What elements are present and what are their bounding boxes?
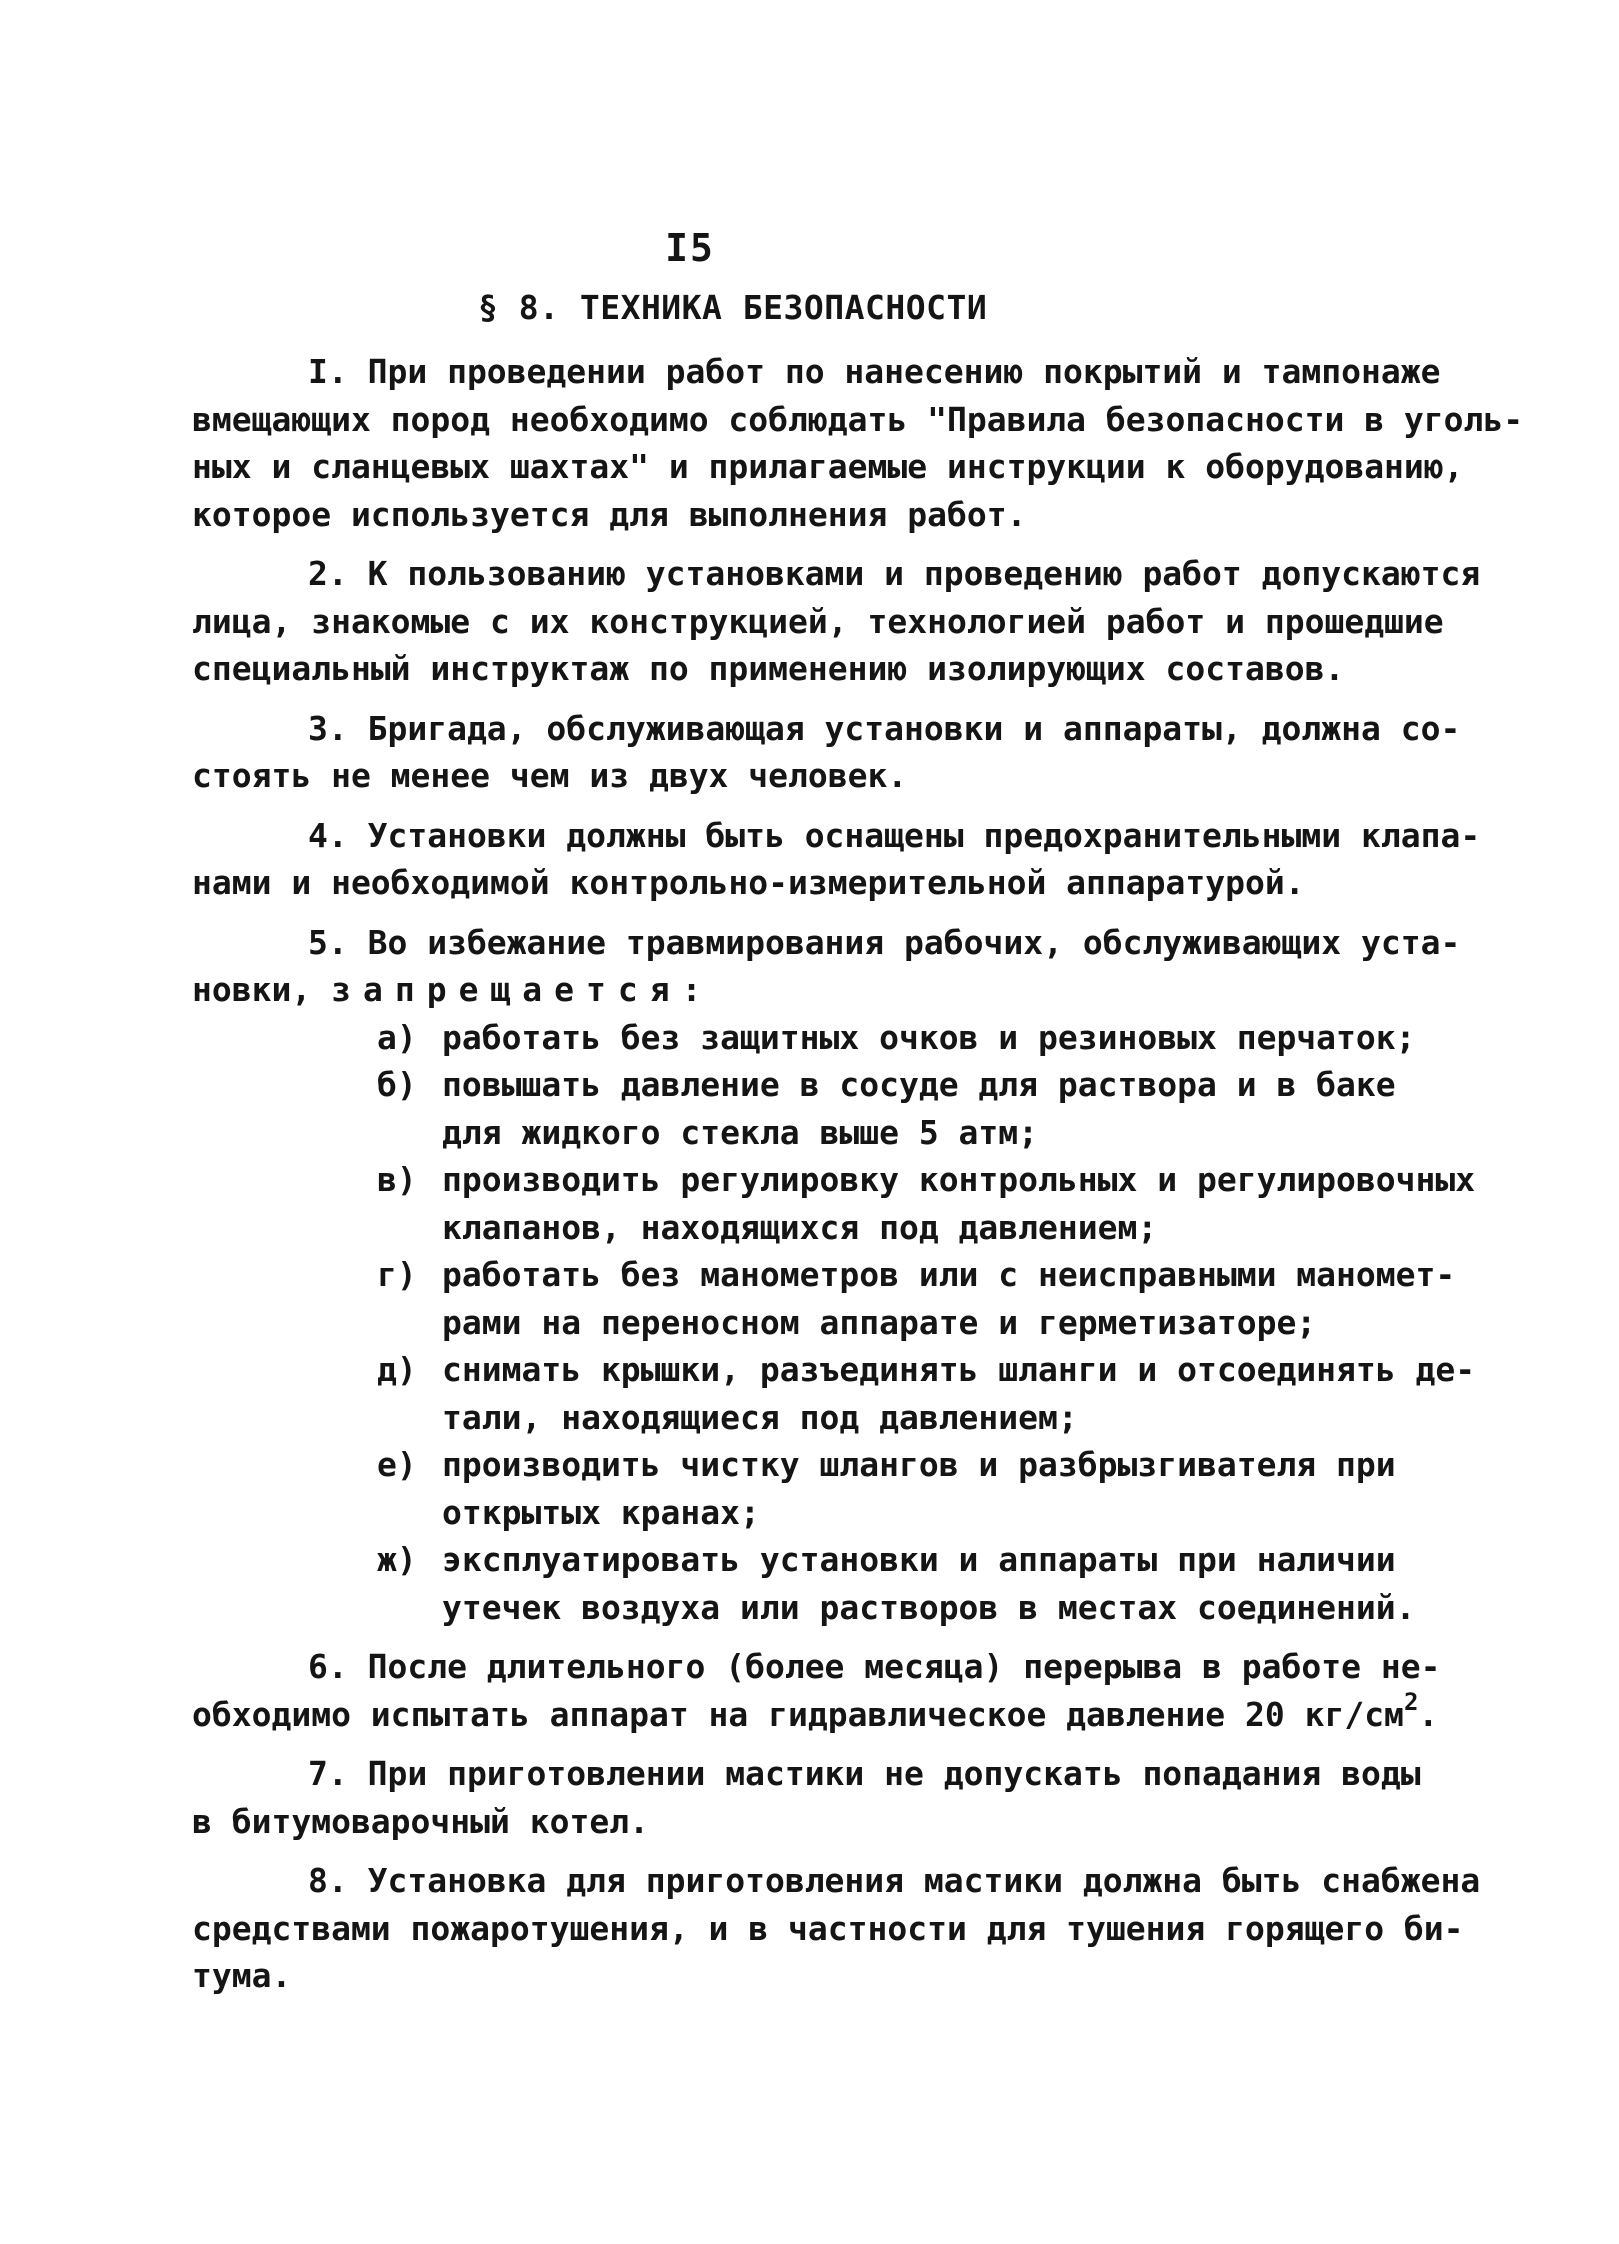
- text-line: повышать давление в сосуде для раствора и в баке: [442, 1065, 1396, 1104]
- text-line: нами и необходимой контрольно-измерительной аппаратурой.: [192, 863, 1305, 902]
- text-line: [192, 1687, 1452, 1739]
- list-text: [442, 1536, 1452, 1631]
- text-line: для жидкого стекла выше 5 атм;: [442, 1112, 1039, 1152]
- text-line: тали, находящиеся под давлением;: [442, 1397, 1078, 1437]
- text-line: тума.: [192, 1956, 292, 1995]
- text-line: производить чистку шлангов и разбрызгивателя при: [442, 1445, 1396, 1484]
- list-marker: е): [377, 1445, 417, 1484]
- text-line: работать без защитных очков и резиновых перчаток;: [442, 1017, 1416, 1057]
- text-line: 7. При приготовлении мастики не допускать попадания воды: [308, 1754, 1421, 1793]
- text-line: 4. Установки должны быть оснащены предохранительными клапа-: [308, 815, 1481, 855]
- text-fragment: .: [1418, 1694, 1439, 1734]
- list-item: [377, 1014, 1452, 1062]
- text-line: специальный инструктаж по применению изолирующих составов.: [192, 649, 1345, 688]
- list-marker: а): [377, 1017, 417, 1057]
- list-marker: б): [377, 1065, 417, 1104]
- text-line: эксплуатировать установки и аппараты при наличии: [442, 1540, 1396, 1579]
- list-marker: ж): [377, 1540, 417, 1579]
- list-text: [442, 1156, 1475, 1251]
- list-text: [442, 1014, 1452, 1062]
- list-item: [377, 1251, 1456, 1346]
- list-item: [377, 1346, 1476, 1441]
- text-line: 8. Установка для приготовления мастики должна быть снабжена: [308, 1861, 1481, 1900]
- text-line: стоять не менее чем из двух человек.: [192, 756, 908, 795]
- text-line: клапанов, находящихся под давлением;: [442, 1207, 1158, 1247]
- list-text: [442, 1061, 1452, 1156]
- list-item: [377, 1536, 1452, 1631]
- text-line: ных и сланцевых шахтах" и прилагаемые инструкции к оборудованию,: [192, 447, 1464, 486]
- superscript: 2: [1403, 1687, 1419, 1716]
- text-line: средствами пожаротушения, и в частности для тушения горящего би-: [192, 1908, 1464, 1948]
- paragraph-8: [192, 1857, 1481, 2000]
- text-line: которое используется для выполнения работ.: [192, 494, 1027, 534]
- text-line: [192, 966, 1452, 1014]
- page-number: I5: [665, 226, 715, 270]
- text-line: рами на переносном аппарате и герметизаторе;: [442, 1302, 1317, 1342]
- text-fragment: обходимо испытать аппарат на гидравлическое давление 20 кг/см: [192, 1694, 1404, 1734]
- list-text: [442, 1441, 1452, 1536]
- text-line: 6. После длительного (более месяца) перерыва в работе не-: [308, 1647, 1441, 1686]
- text-line: в битумоварочный котел.: [192, 1801, 649, 1841]
- list-marker: д): [377, 1350, 417, 1389]
- paragraph-5: [192, 919, 1476, 1632]
- paragraph-1: [192, 348, 1524, 538]
- list-marker: г): [377, 1255, 417, 1294]
- paragraph-7: [192, 1750, 1452, 1845]
- text-line: вмещающих пород необходимо соблюдать "Правила безопасности в уголь-: [192, 399, 1524, 439]
- text-line: 2. К пользованию установками и проведению работ допускаются: [308, 554, 1481, 593]
- paragraph-2: [192, 550, 1481, 693]
- emphasized-word: запрещается:: [331, 970, 714, 1009]
- paragraph-3: [192, 705, 1461, 800]
- text-line: работать без манометров или с неисправными маномет-: [442, 1255, 1456, 1294]
- list-item: [377, 1156, 1476, 1251]
- paragraph-4: [192, 812, 1481, 907]
- list-marker: в): [377, 1160, 417, 1199]
- list-item: [377, 1061, 1452, 1156]
- text-line: производить регулировку контрольных и регулировочных: [442, 1160, 1476, 1199]
- list-text: [442, 1251, 1455, 1346]
- prohibition-list: [192, 1014, 1476, 1632]
- text-line: снимать крышки, разъединять шланги и отсоединять де-: [442, 1350, 1476, 1389]
- list-item: [377, 1441, 1452, 1536]
- paragraph-6: [192, 1643, 1452, 1738]
- text-fragment: новки,: [192, 970, 312, 1009]
- document-body: [192, 348, 1524, 2012]
- section-title: § 8. ТЕХНИКА БЕЗОПАСНОСТИ: [478, 288, 988, 327]
- text-line: I. При проведении работ по нанесению покрытий и тампонаже: [308, 352, 1441, 391]
- text-line: утечек воздуха или растворов в местах соединений.: [442, 1587, 1416, 1627]
- text-line: лица, знакомые с их конструкцией, технологией работ и прошедшие: [192, 601, 1444, 641]
- text-line: 3. Бригада, обслуживающая установки и аппараты, должна со-: [308, 708, 1461, 748]
- text-line: открытых кранах;: [442, 1492, 760, 1532]
- text-line: 5. Во избежание травмирования рабочих, обслуживающих уста-: [308, 922, 1461, 962]
- list-text: [442, 1346, 1475, 1441]
